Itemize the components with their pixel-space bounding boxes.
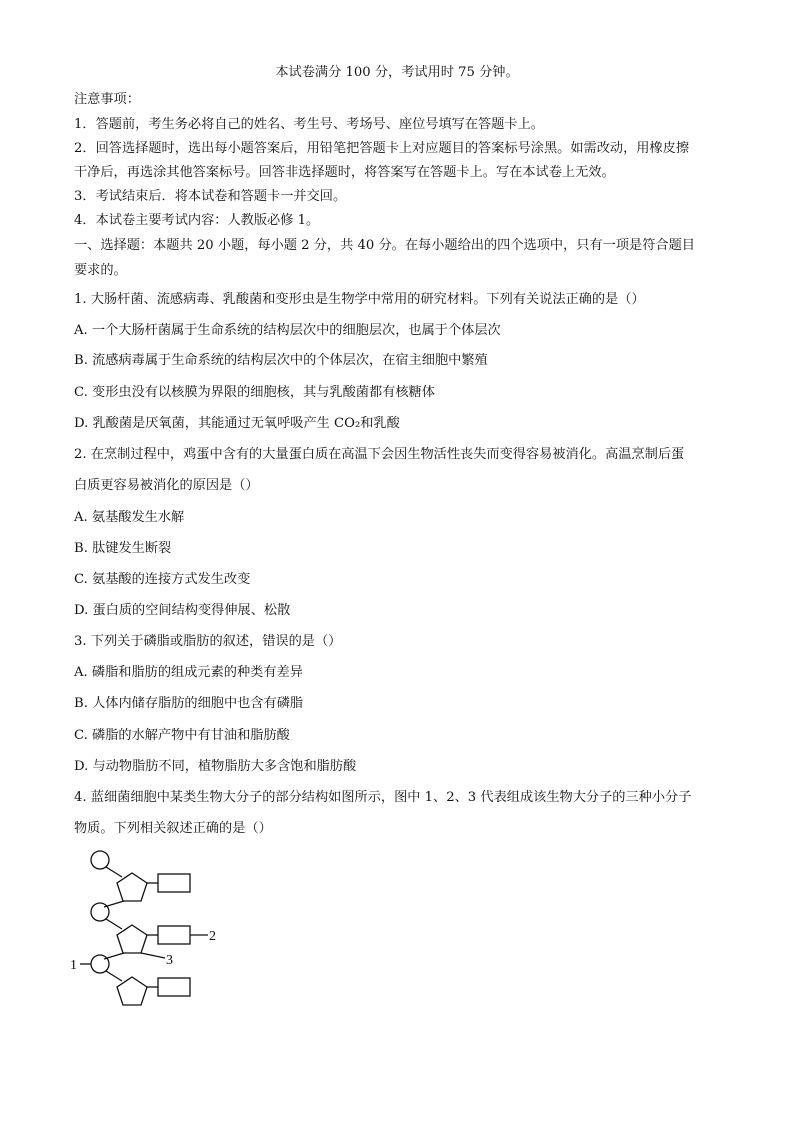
question-option: A. 氨基酸发生水解: [74, 510, 185, 525]
question-option: D. 乳酸菌是厌氧菌，其能通过无氧呼吸产生 CO₂和乳酸: [74, 416, 400, 431]
figure-label-2: 2: [209, 929, 216, 944]
bond-line: [106, 919, 122, 929]
section-heading: 要求的。: [74, 263, 127, 278]
question-option: D. 与动物脂肪不同，植物脂肪大多含饱和脂肪酸: [74, 759, 357, 774]
notice-item: 4．本试卷主要考试内容：人教版必修 1。: [74, 213, 320, 228]
notice-title: 注意事项：: [74, 92, 140, 107]
base-rectangle: [158, 978, 190, 996]
phosphate-circle: [91, 903, 109, 921]
figure-label-3: 3: [166, 953, 173, 968]
exam-header: 本试卷满分 100 分，考试用时 75 分钟。: [275, 65, 519, 80]
question-option: B. 人体内储存脂肪的细胞中也含有磷脂: [74, 696, 304, 711]
nucleotide-chain-figure: [60, 845, 260, 1015]
base-rectangle: [158, 874, 190, 892]
question-option: A. 磷脂和脂肪的组成元素的种类有差异: [74, 665, 303, 680]
question-option: D. 蛋白质的空间结构变得伸展、松散: [74, 603, 291, 618]
question-stem: 2. 在烹制过程中，鸡蛋中含有的大量蛋白质在高温下会因生物活性丧失而变得容易被消化。高温烹制后蛋: [74, 447, 685, 462]
notice-item: 1．答题前，考生务必将自己的姓名、考生号、考场号、座位号填写在答题卡上。: [74, 117, 544, 132]
question-option: C. 磷脂的水解产物中有甘油和脂肪酸: [74, 728, 290, 743]
notice-item: 干净后，再选涂其他答案标号。回答非选择题时，将答案写在答题卡上。写在本试卷上无效。: [74, 165, 615, 180]
label-leader-3: [141, 953, 165, 958]
figure-label-1: 1: [70, 958, 77, 973]
phosphate-circle: [91, 955, 109, 973]
question-stem: 1. 大肠杆菌、流感病毒、乳酸菌和变形虫是生物学中常用的研究材料。下列有关说法正确的是（）: [74, 292, 645, 307]
question-option: A. 一个大肠杆菌属于生命系统的结构层次中的细胞层次，也属于个体层次: [74, 323, 501, 338]
question-stem: 物质。下列相关叙述正确的是（）: [74, 821, 272, 836]
question-stem: 4. 蓝细菌细胞中某类生物大分子的部分结构如图所示，图中 1、2、3 代表组成该生物大分子的三种小分子: [74, 790, 692, 805]
bond-line: [106, 867, 122, 877]
question-option: B. 流感病毒属于生命系统的结构层次中的个体层次，在宿主细胞中繁殖: [74, 353, 488, 368]
question-option: B. 肽键发生断裂: [74, 541, 172, 556]
question-stem: 白质更容易被消化的原因是（）: [74, 478, 259, 493]
notice-item: 3．考试结束后．将本试卷和答题卡一并交回。: [74, 189, 347, 204]
base-rectangle: [158, 926, 190, 944]
question-option: C. 氨基酸的连接方式发生改变: [74, 572, 251, 587]
question-option: C. 变形虫没有以核膜为界限的细胞核，其与乳酸菌都有核糖体: [74, 385, 435, 400]
section-heading: 一、选择题：本题共 20 小题，每小题 2 分，共 40 分。在每小题给出的四个选项中，只有一项是符合题目: [74, 238, 695, 253]
question-stem: 3. 下列关于磷脂或脂肪的叙述，错误的是（）: [74, 634, 342, 649]
bond-line: [106, 971, 122, 981]
phosphate-circle: [91, 851, 109, 869]
notice-item: 2．回答选择题时，选出每小题答案后，用铅笔把答题卡上对应题目的答案标号涂黑。如需改动，用橡皮擦: [74, 141, 690, 156]
